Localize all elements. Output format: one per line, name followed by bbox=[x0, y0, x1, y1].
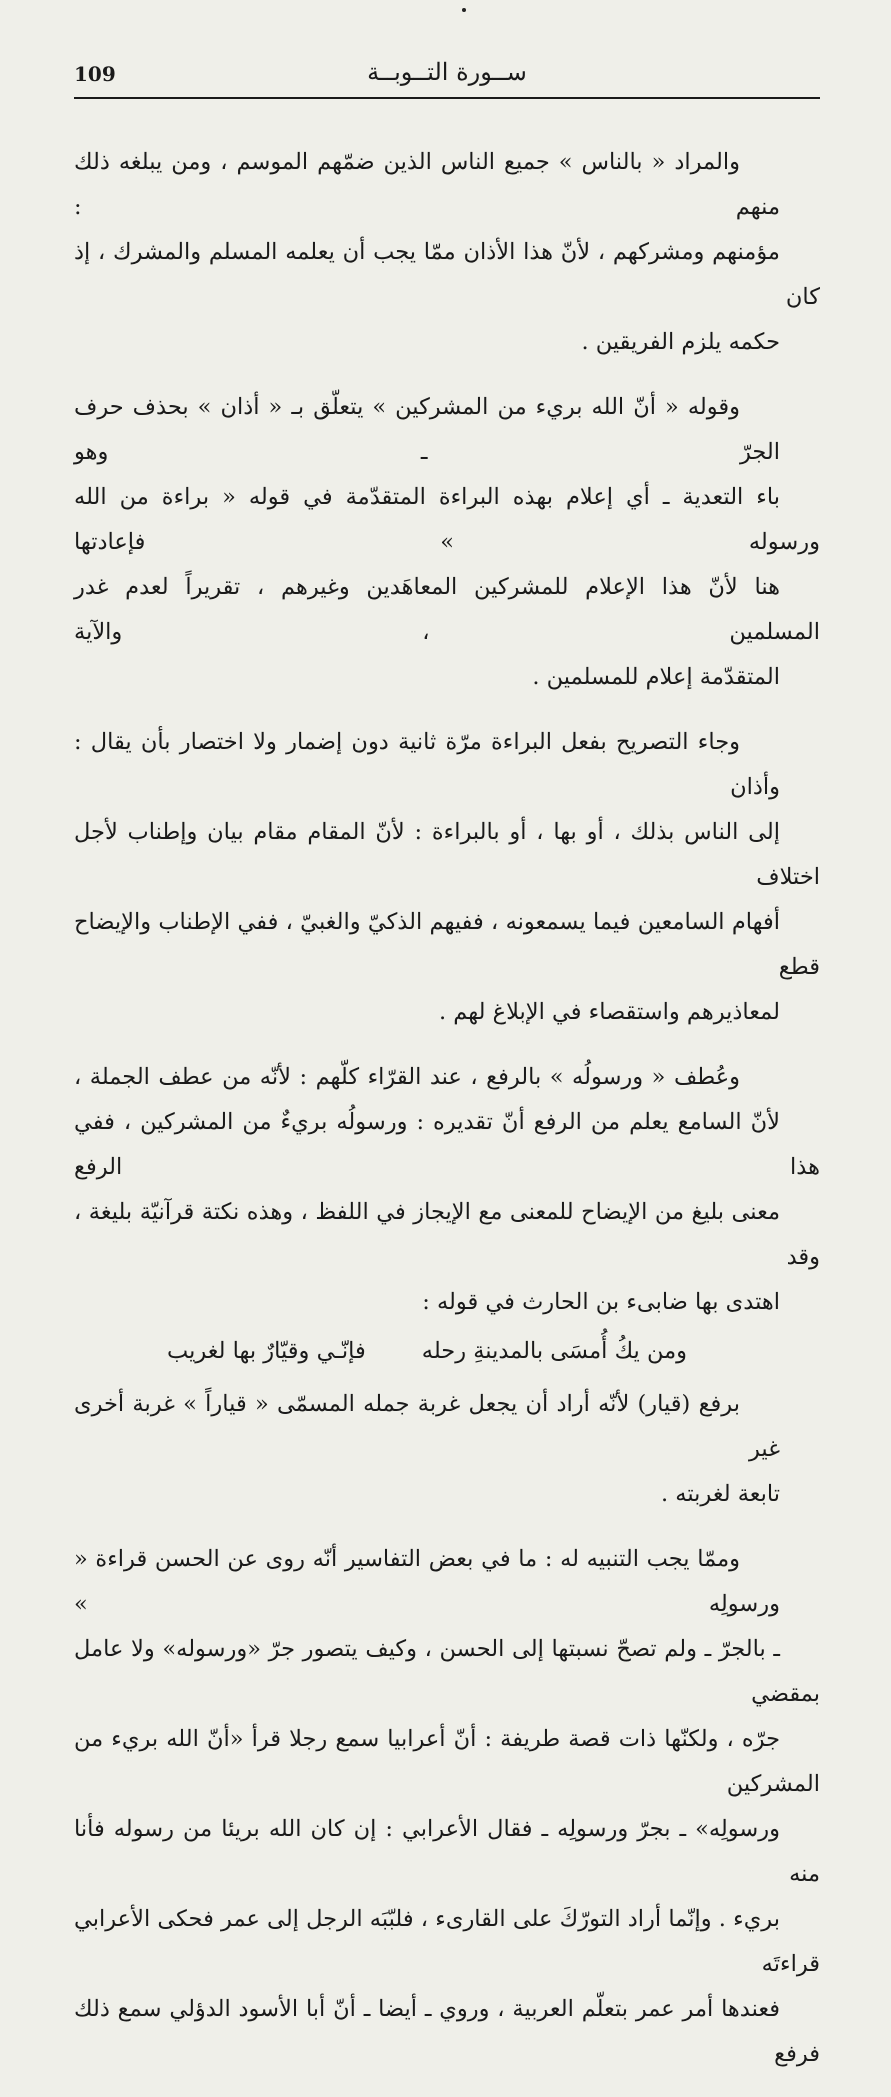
paragraph bbox=[74, 1055, 820, 1325]
text-line: بريء . وإنّما أراد التورّكَ على القارىء ، فلبّبَه الرجل إلى عمر فحكى الأعرابي قراءتَه bbox=[74, 1906, 820, 1977]
verse-second-hemistich: فإنّـي وقيّارٌ بها لغريب bbox=[167, 1338, 366, 1364]
text-line: لأنّ السامع يعلم من الرفع أنّ تقديره : ورسولُه بريءٌ من المشركين ، ففي هذا الرفع bbox=[74, 1109, 820, 1180]
text-line: أفهام السامعين فيما يسمعونه ، ففيهم الذكيّ والغبيّ ، ففي الإطناب والإيضاح قطع bbox=[74, 909, 820, 980]
page-header bbox=[74, 58, 820, 94]
text-line: حكمه يلزم الفريقين . bbox=[581, 329, 780, 355]
paragraph bbox=[74, 140, 820, 365]
text-line: ورسولِه» ـ بجرّ ورسولِه ـ فقال الأعرابي : إن كان الله بريئا من رسوله فأنا منه bbox=[74, 1816, 820, 1887]
text-line: معنى بليغ من الإيضاح للمعنى مع الإيجاز في اللفظ ، وهذه نكتة قرآنيّة بليغة ، وقد bbox=[74, 1199, 820, 1270]
text-line: وعُطف « ورسولُه » بالرفع ، عند القرّاء كلّهم : لأنّه من عطف الجملة ، bbox=[74, 1064, 740, 1090]
paragraph bbox=[74, 720, 820, 1035]
header-rule bbox=[74, 97, 820, 99]
text-line: لمعاذيرهم واستقصاء في الإبلاغ لهم . bbox=[438, 999, 780, 1025]
text-line: وقوله « أنّ الله بريء من المشركين » يتعلّق بـ « أذان » بحذف حرف الجرّ ـ وهو bbox=[74, 394, 780, 465]
text-line: فعندها أمر عمر بتعلّم العربية ، وروي ـ أيضا ـ أنّ أبا الأسود الدؤلي سمع ذلك فرفع bbox=[74, 1996, 820, 2067]
text-line: والمراد « بالناس » جميع الناس الذين ضمّهم الموسم ، ومن يبلغه ذلك منهم : bbox=[74, 149, 780, 220]
text-line: ـ بالجرّ ـ ولم تصحّ نسبتها إلى الحسن ، وكيف يتصور جرّ «ورسوله» ولا عامل بمقضي bbox=[74, 1636, 820, 1707]
page-top-dot bbox=[462, 8, 466, 12]
text-line: هنا لأنّ هذا الإعلام للمشركين المعاهَدين وغيرهم ، تقريراً لعدم غدر المسلمين ، والآية bbox=[74, 574, 820, 645]
text-line: جرّه ، ولكنّها ذات قصة طريفة : أنّ أعرابيا سمع رجلا قرأ «أنّ الله بريء من المشركين bbox=[74, 1726, 820, 1797]
text-line: وجاء التصريح بفعل البراءة مرّة ثانية دون إضمار ولا اختصار بأن يقال : وأذان bbox=[74, 729, 780, 800]
text-line: تابعة لغربته . bbox=[661, 1481, 780, 1507]
text-line: باء التعدية ـ أي إعلام بهذه البراءة المتقدّمة في قوله « براءة من الله ورسوله » فإعادتها bbox=[74, 484, 820, 555]
paragraph bbox=[74, 1537, 820, 2077]
text-line: اهتدى بها ضابىء بن الحارث في قوله : bbox=[422, 1289, 780, 1315]
text-line: إلى الناس بذلك ، أو بها ، أو بالبراءة : لأنّ المقام مقام بيان وإطناب لأجل اختلاف bbox=[74, 819, 820, 890]
text-line: برفع (قيار) لأنّه أراد أن يجعل غربة جمله المسمّى « قياراً » غربة أخرى غير bbox=[74, 1391, 780, 1462]
paragraph bbox=[74, 1382, 820, 1517]
text-line: مؤمنهم ومشركهم ، لأنّ هذا الأذان ممّا يجب أن يعلمه المسلم والمشرك ، إذ كان bbox=[74, 239, 820, 310]
poetry-verse bbox=[74, 1329, 820, 1374]
text-line: المتقدّمة إعلام للمسلمين . bbox=[532, 664, 780, 690]
page-number: 109 bbox=[74, 62, 116, 86]
body-text bbox=[74, 140, 820, 2097]
text-line: وممّا يجب التنبيه له : ما في بعض التفاسير أنّه روى عن الحسن قراءة « ورسولِه » bbox=[74, 1546, 780, 1617]
verse-first-hemistich: ومن يكُ أُمسَى بالمدينةِ رحله bbox=[421, 1338, 687, 1364]
running-title: ســورة التــوبــة bbox=[367, 58, 527, 86]
paragraph bbox=[74, 385, 820, 700]
